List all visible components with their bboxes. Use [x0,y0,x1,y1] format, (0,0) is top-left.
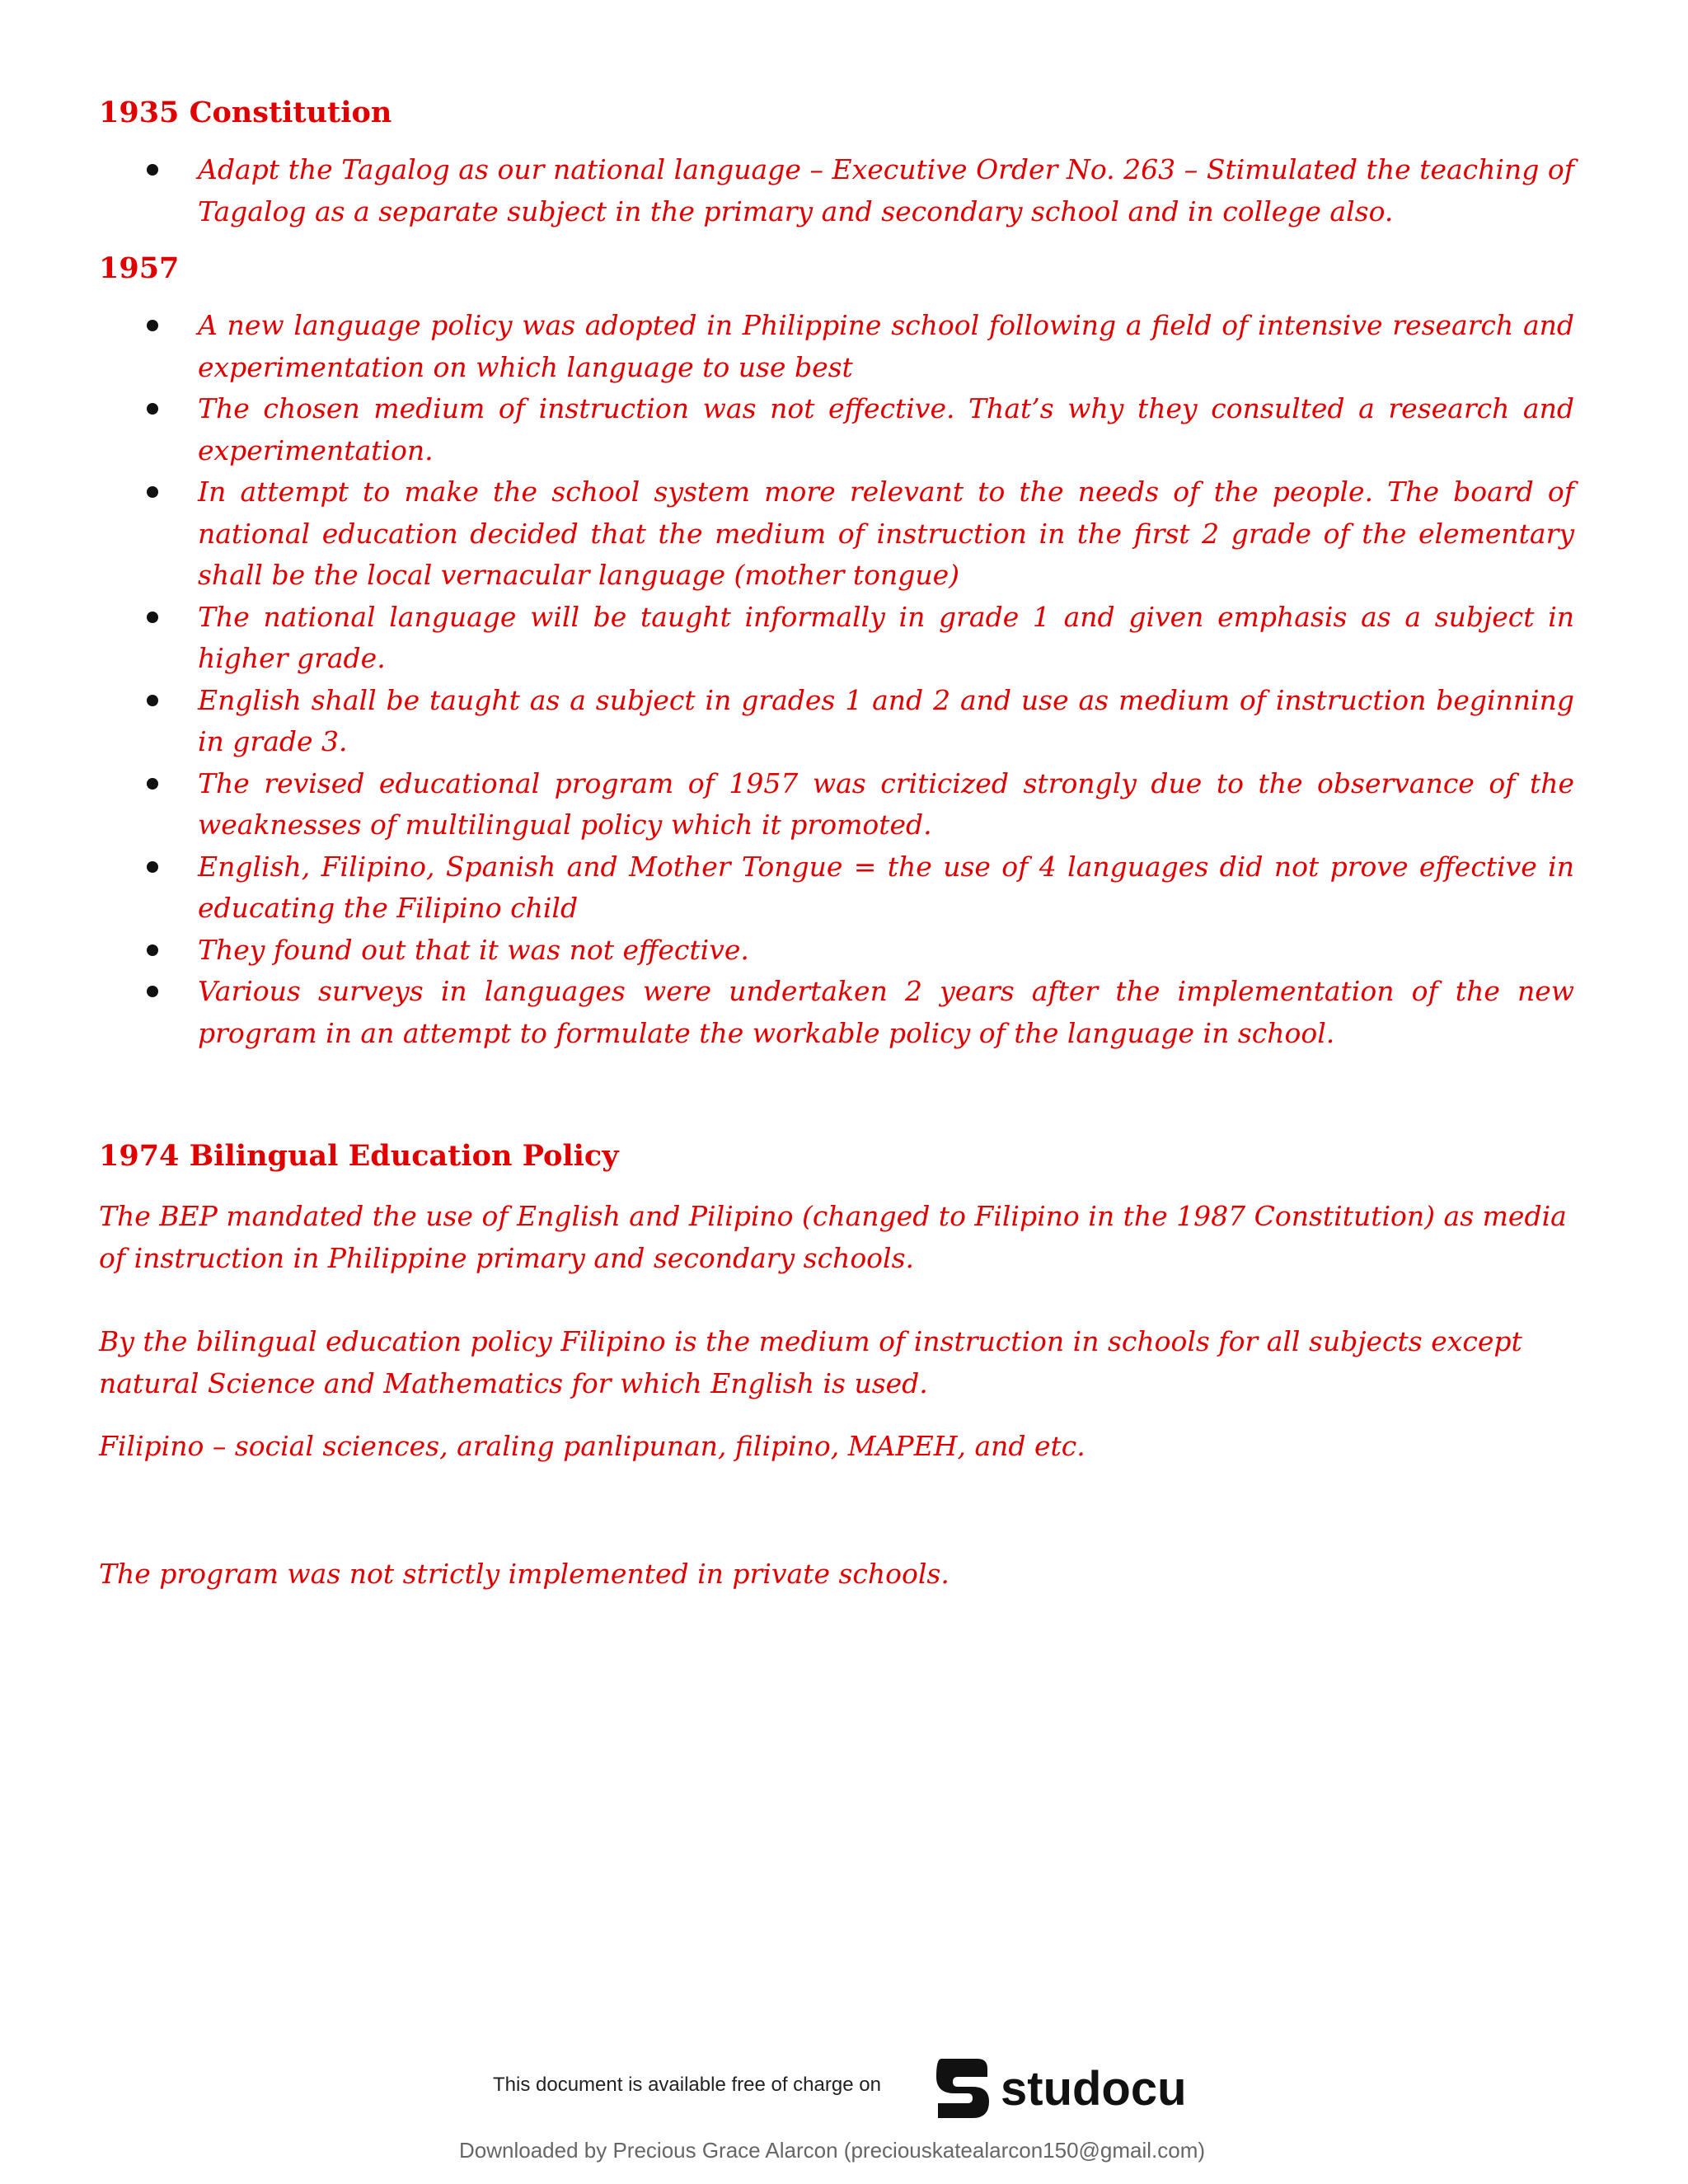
bullet-icon [147,861,158,873]
list-item: The national language will be taught informally in grade 1 and given emphasis as a subject in higher grade. [99,597,1574,680]
list-item: English, Filipino, Spanish and Mother Tongue = the use of 4 languages did not prove effective in educating the Filipino child [99,846,1574,930]
bullet-icon [147,944,158,956]
paragraph-filipino-subjects: Filipino – social sciences, araling panlipunan, filipino, MAPEH, and etc. [99,1430,1085,1462]
bullet-icon [147,164,158,176]
studocu-logo[interactable] [930,2055,1193,2121]
bullet-icon [147,778,158,790]
list-item: English shall be taught as a subject in grades 1 and 2 and use as medium of instruction beginning in grade 3. [99,680,1574,763]
document-page [99,91,1574,1595]
paragraph-bilingual-policy: By the bilingual education policy Filipino is the medium of instruction in schools for all subjects except natural Science and Mathematics for which English is used. [99,1325,1522,1399]
bullet-icon [147,486,158,498]
paragraph-private-schools: The program was not strictly implemented in private schools. [99,1557,950,1590]
list-item: The revised educational program of 1957 was criticized strongly due to the observance of the weaknesses of multilingual policy which it promoted. [99,763,1574,846]
bullet-icon [147,320,158,331]
bullet-icon [147,612,158,623]
list-item: A new language policy was adopted in Philippine school following a field of intensive research and experimentation on which language to use best [99,305,1574,388]
studocu-logo-icon [936,2059,989,2118]
list-1957 [99,305,1574,1054]
list-item: Adapt the Tagalog as our national language – Executive Order No. 263 – Stimulated the teaching of Tagalog as a separate subject in the primary and secondary school and in college also. [99,149,1574,232]
heading-1935-constitution: 1935 Constitution [99,96,392,129]
heading-1974-bilingual-education-policy: 1974 Bilingual Education Policy [99,1139,619,1173]
bullet-icon [147,986,158,997]
list-item: Various surveys in languages were undertaken 2 years after the implementation of the new program in an attempt to formulate the workable policy of the language in school. [99,971,1574,1054]
availability-text: This document is available free of charge on [493,2074,881,2096]
list-item: They found out that it was not effective. [99,930,1574,972]
studocu-logo-text: studocu [1001,2062,1187,2116]
heading-1957: 1957 [99,251,180,285]
footer-availability [0,2055,1688,2116]
list-item: The chosen medium of instruction was not effective. That’s why they consulted a research and experimentation. [99,388,1574,471]
list-1935 [99,149,1574,232]
list-item: In attempt to make the school system more relevant to the needs of the people. The board of national education decided that the medium of instruction in the first 2 grade of the elementary shall be the local vernacular language (mother tongue) [99,471,1574,597]
bullet-icon [147,403,158,415]
bullet-icon [147,695,158,706]
downloaded-by-text: Downloaded by Precious Grace Alarcon (preciouskatealarcon150@gmail.com) [459,2138,1206,2163]
paragraph-bep-mandate: The BEP mandated the use of English and Pilipino (changed to Filipino in the 1987 Constitution) as media of instruction in Philippine primary and secondary schools. [99,1200,1567,1274]
